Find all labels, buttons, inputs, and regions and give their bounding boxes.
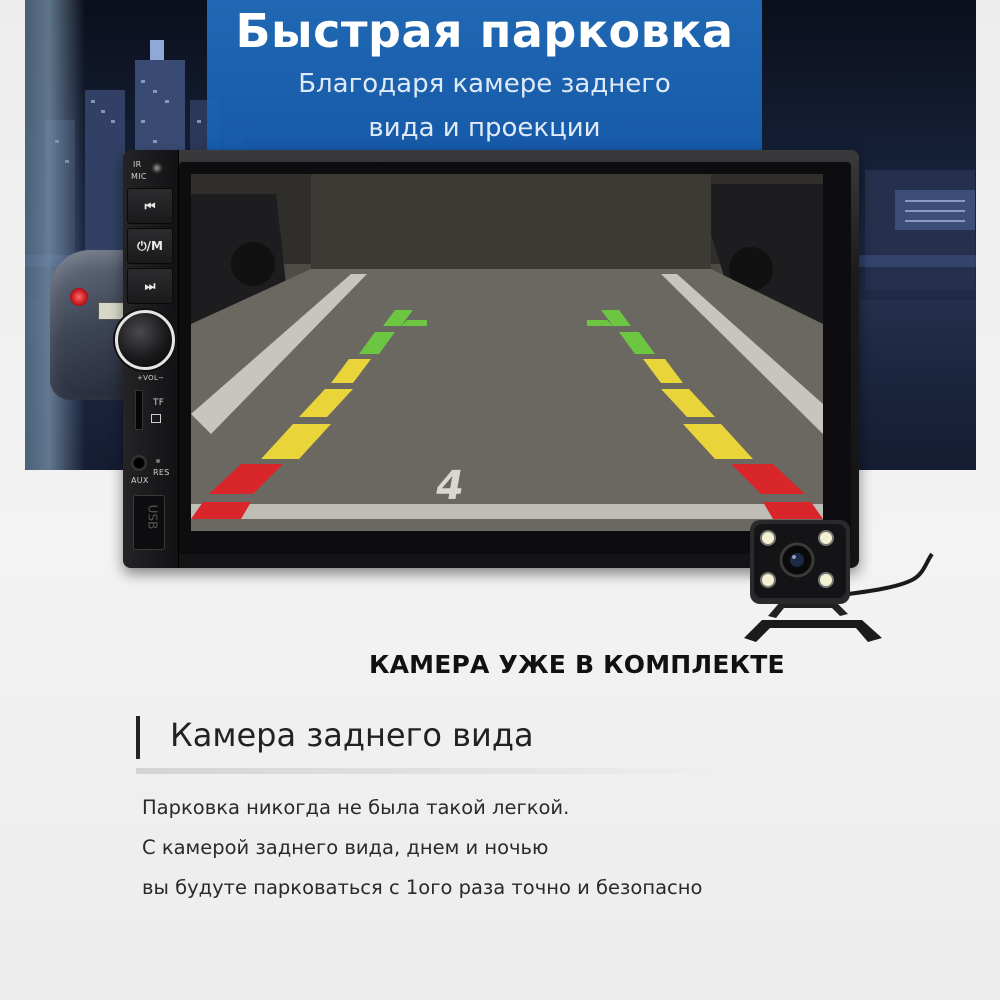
description-line-3: вы будуте парковаться с 1ого раза точно и безопасно	[142, 876, 703, 899]
rear-camera-icon	[740, 516, 940, 666]
kit-included-label: КАМЕРА УЖЕ В КОМПЛЕКТЕ	[369, 650, 785, 679]
ir-label: IR	[133, 160, 142, 169]
next-track-icon: ⏭	[144, 278, 156, 293]
prev-track-button[interactable]	[127, 188, 173, 224]
ir-sensor-icon	[151, 162, 163, 174]
power-mode-icon: ⏻/M	[137, 238, 163, 253]
vol-label: +VOL−	[137, 374, 165, 382]
usb-label: USB	[145, 504, 160, 530]
banner-subtitle-line1: Благодаря камере заднего	[298, 69, 671, 99]
aux-jack[interactable]	[131, 455, 147, 471]
banner-subtitle-line2: вида и проекции	[368, 113, 601, 143]
aux-label: AUX	[131, 476, 149, 485]
section-title: Камера заднего вида	[170, 716, 534, 754]
description-line-2: С камерой заднего вида, днем и ночью	[142, 836, 549, 859]
tf-card-slot[interactable]	[135, 390, 143, 430]
description-line-1: Парковка никогда не была такой легкой.	[142, 796, 570, 819]
section-divider	[136, 768, 726, 774]
banner-title: Быстрая парковка	[235, 4, 734, 58]
usb-port[interactable]	[133, 495, 165, 550]
bay-number-text: 4	[431, 462, 468, 509]
title-banner	[207, 0, 762, 150]
next-track-button[interactable]	[127, 268, 173, 304]
parking-view-illustration	[191, 174, 823, 531]
power-mode-button[interactable]	[127, 228, 173, 264]
head-unit-control-panel	[123, 150, 179, 568]
car-head-unit	[123, 150, 859, 568]
prev-track-icon: ⏮	[144, 198, 156, 213]
tf-label: TF	[153, 398, 165, 408]
mic-label: MIC	[131, 172, 147, 181]
res-label: RES	[153, 468, 170, 477]
sd-card-icon	[151, 414, 161, 423]
section-description	[142, 788, 702, 908]
reset-button[interactable]	[156, 459, 160, 463]
section-accent-bar	[136, 716, 140, 759]
volume-knob[interactable]	[115, 310, 175, 370]
rear-camera-display	[191, 174, 823, 531]
car-tail-light	[70, 288, 88, 306]
